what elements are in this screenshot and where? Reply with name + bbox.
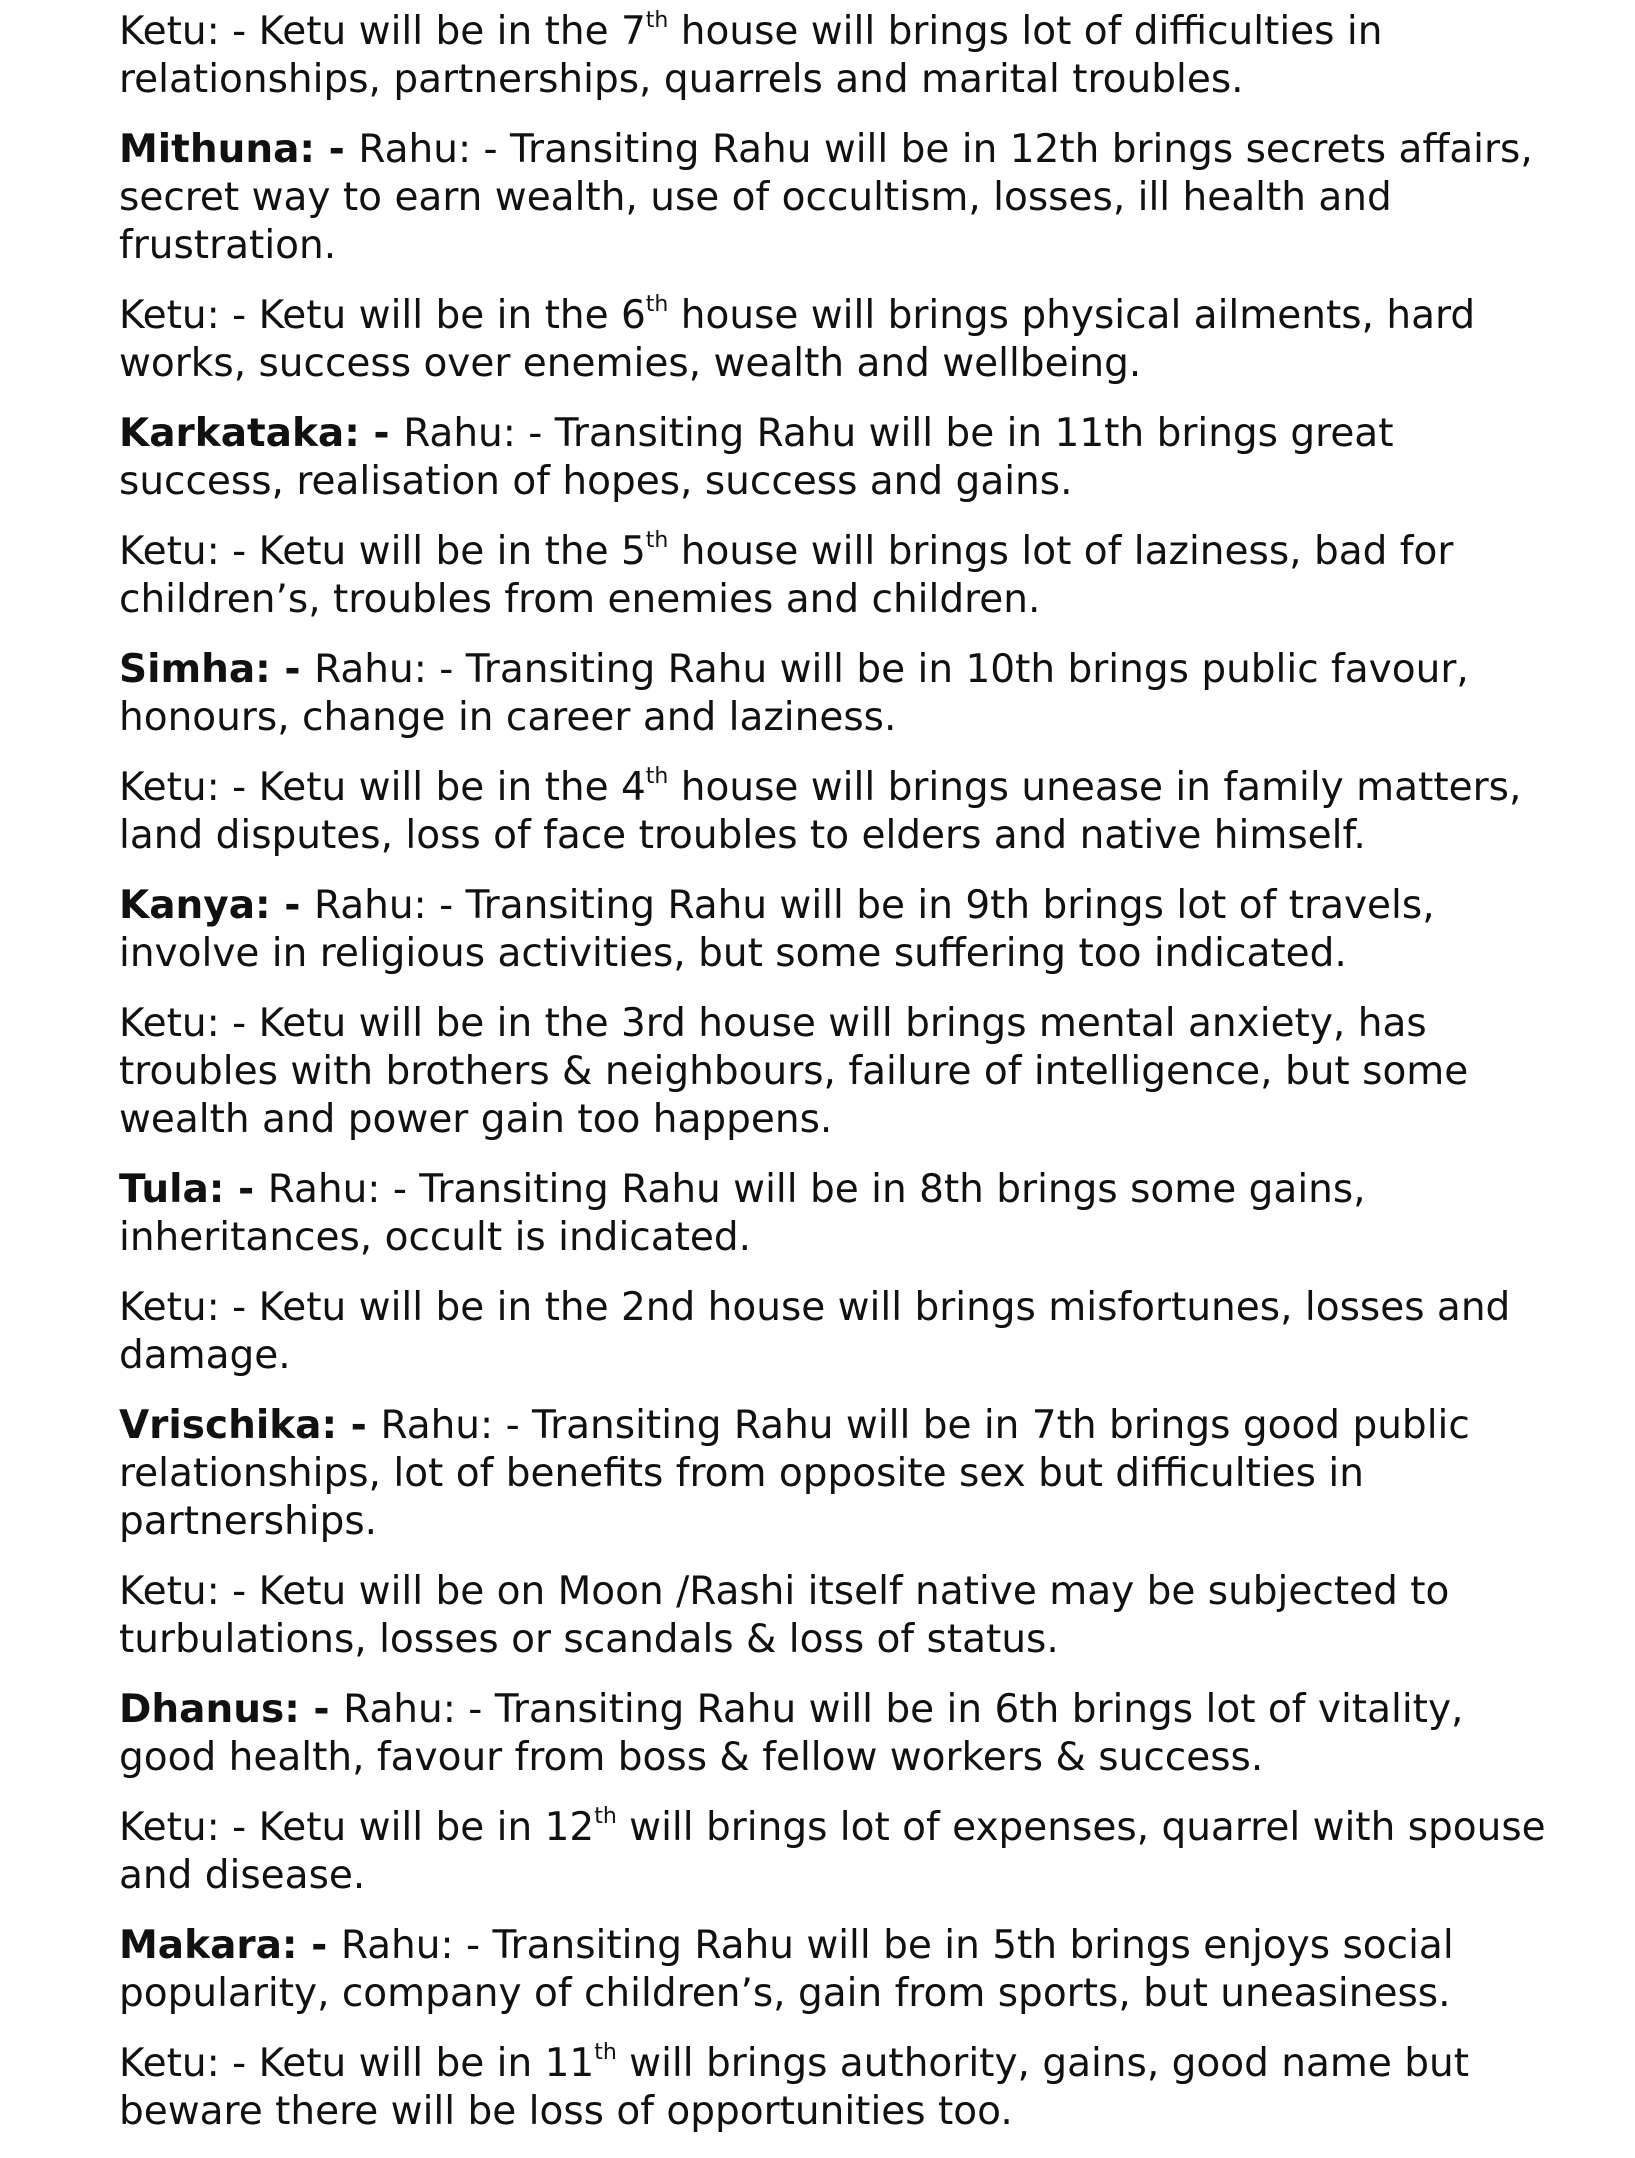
paragraph-makara-rahu [119, 1922, 1559, 2018]
paragraph-text: Ketu: - Ketu will be in the 7 [119, 9, 646, 54]
paragraph-text: Rahu: - Transiting Rahu will be in 12th brings secrets affairs, secret way to earn wealth, use of occultism, losses, ill health and frustration. [119, 127, 1533, 268]
paragraph-text: Rahu: - Transiting Rahu will be in 9th brings lot of travels, involve in religious activities, but some suffering too indicated. [119, 883, 1435, 976]
paragraph-dhanus-rahu [119, 1686, 1559, 1782]
paragraph-text: Ketu: - Ketu will be in 12 [119, 1805, 595, 1850]
paragraph-text-cont: house will brings lot of laziness, bad for children’s, troubles from enemies and children. [119, 529, 1454, 622]
paragraph-text: Ketu: - Ketu will be in the 6 [119, 293, 646, 338]
paragraph-simha-rahu [119, 646, 1559, 742]
sign-heading: Makara: - [119, 1923, 341, 1968]
paragraph-text: Ketu: - Ketu will be in the 2nd house will brings misfortunes, losses and damage. [119, 1285, 1511, 1378]
paragraph-vrischika-rahu [119, 1402, 1559, 1546]
ordinal-suffix: th [594, 2040, 617, 2065]
ordinal-suffix: th [645, 528, 669, 553]
paragraph-ketu-4th [119, 764, 1559, 860]
paragraph-ketu-5th [119, 528, 1559, 624]
paragraph-text: Ketu: - Ketu will be in 11 [119, 2041, 595, 2086]
paragraph-text: Ketu: - Ketu will be in the 4 [119, 765, 646, 810]
paragraph-kanya-rahu [119, 882, 1559, 978]
sign-heading: Tula: - [119, 1167, 268, 1212]
ordinal-suffix: th [645, 8, 669, 33]
paragraph-ketu-moon [119, 1568, 1559, 1664]
sign-heading: Kanya: - [119, 883, 314, 928]
paragraph-text: Ketu: - Ketu will be in the 5 [119, 529, 646, 574]
paragraph-ketu-3rd [119, 1000, 1559, 1144]
paragraph-text-cont: house will brings lot of difficulties in relationships, partnerships, quarrels and marital troubles. [119, 9, 1383, 102]
document-page [119, 8, 1559, 2158]
ordinal-suffix: th [645, 764, 669, 789]
paragraph-text-cont: house will brings unease in family matters, land disputes, loss of face troubles to elders and native himself. [119, 765, 1522, 858]
sign-heading: Vrischika: - [119, 1403, 381, 1448]
paragraph-text: Rahu: - Transiting Rahu will be in 6th brings lot of vitality, good health, favour from boss & fellow workers & success. [119, 1687, 1464, 1780]
paragraph-text: Ketu: - Ketu will be on Moon /Rashi itself native may be subjected to turbulations, losses or scandals & loss of status. [119, 1569, 1450, 1662]
paragraph-ketu-11th [119, 2040, 1559, 2136]
paragraph-mithuna-rahu [119, 126, 1559, 270]
paragraph-text-cont: house will brings physical ailments, hard works, success over enemies, wealth and wellbeing. [119, 293, 1476, 386]
paragraph-text: Rahu: - Transiting Rahu will be in 10th brings public favour, honours, change in career and laziness. [119, 647, 1469, 740]
paragraph-text: Rahu: - Transiting Rahu will be in 8th brings some gains, inheritances, occult is indicated. [119, 1167, 1366, 1260]
paragraph-ketu-7th [119, 8, 1559, 104]
paragraph-text-cont: will brings authority, gains, good name but beware there will be loss of opportunities too. [119, 2041, 1470, 2134]
ordinal-suffix: th [594, 1804, 617, 1829]
ordinal-suffix: th [645, 292, 669, 317]
paragraph-ketu-6th [119, 292, 1559, 388]
paragraph-text: Ketu: - Ketu will be in the 3rd house will brings mental anxiety, has troubles with brothers & neighbours, failure of intelligence, but some wealth and power gain too happens. [119, 1001, 1469, 1142]
paragraph-tula-rahu [119, 1166, 1559, 1262]
paragraph-text-cont: will brings lot of expenses, quarrel with spouse and disease. [119, 1805, 1546, 1898]
paragraph-text: Rahu: - Transiting Rahu will be in 5th brings enjoys social popularity, company of children’s, gain from sports, but uneasiness. [119, 1923, 1454, 2016]
paragraph-ketu-2nd [119, 1284, 1559, 1380]
sign-heading: Karkataka: - [119, 411, 404, 456]
paragraph-karkataka-rahu [119, 410, 1559, 506]
paragraph-text: Rahu: - Transiting Rahu will be in 11th brings great success, realisation of hopes, success and gains. [119, 411, 1394, 504]
paragraph-text: Rahu: - Transiting Rahu will be in 7th brings good public relationships, lot of benefits from opposite sex but difficulties in partnerships. [119, 1403, 1470, 1544]
sign-heading: Mithuna: - [119, 127, 359, 172]
sign-heading: Dhanus: - [119, 1687, 344, 1732]
sign-heading: Simha: - [119, 647, 315, 692]
paragraph-ketu-12th [119, 1804, 1559, 1900]
